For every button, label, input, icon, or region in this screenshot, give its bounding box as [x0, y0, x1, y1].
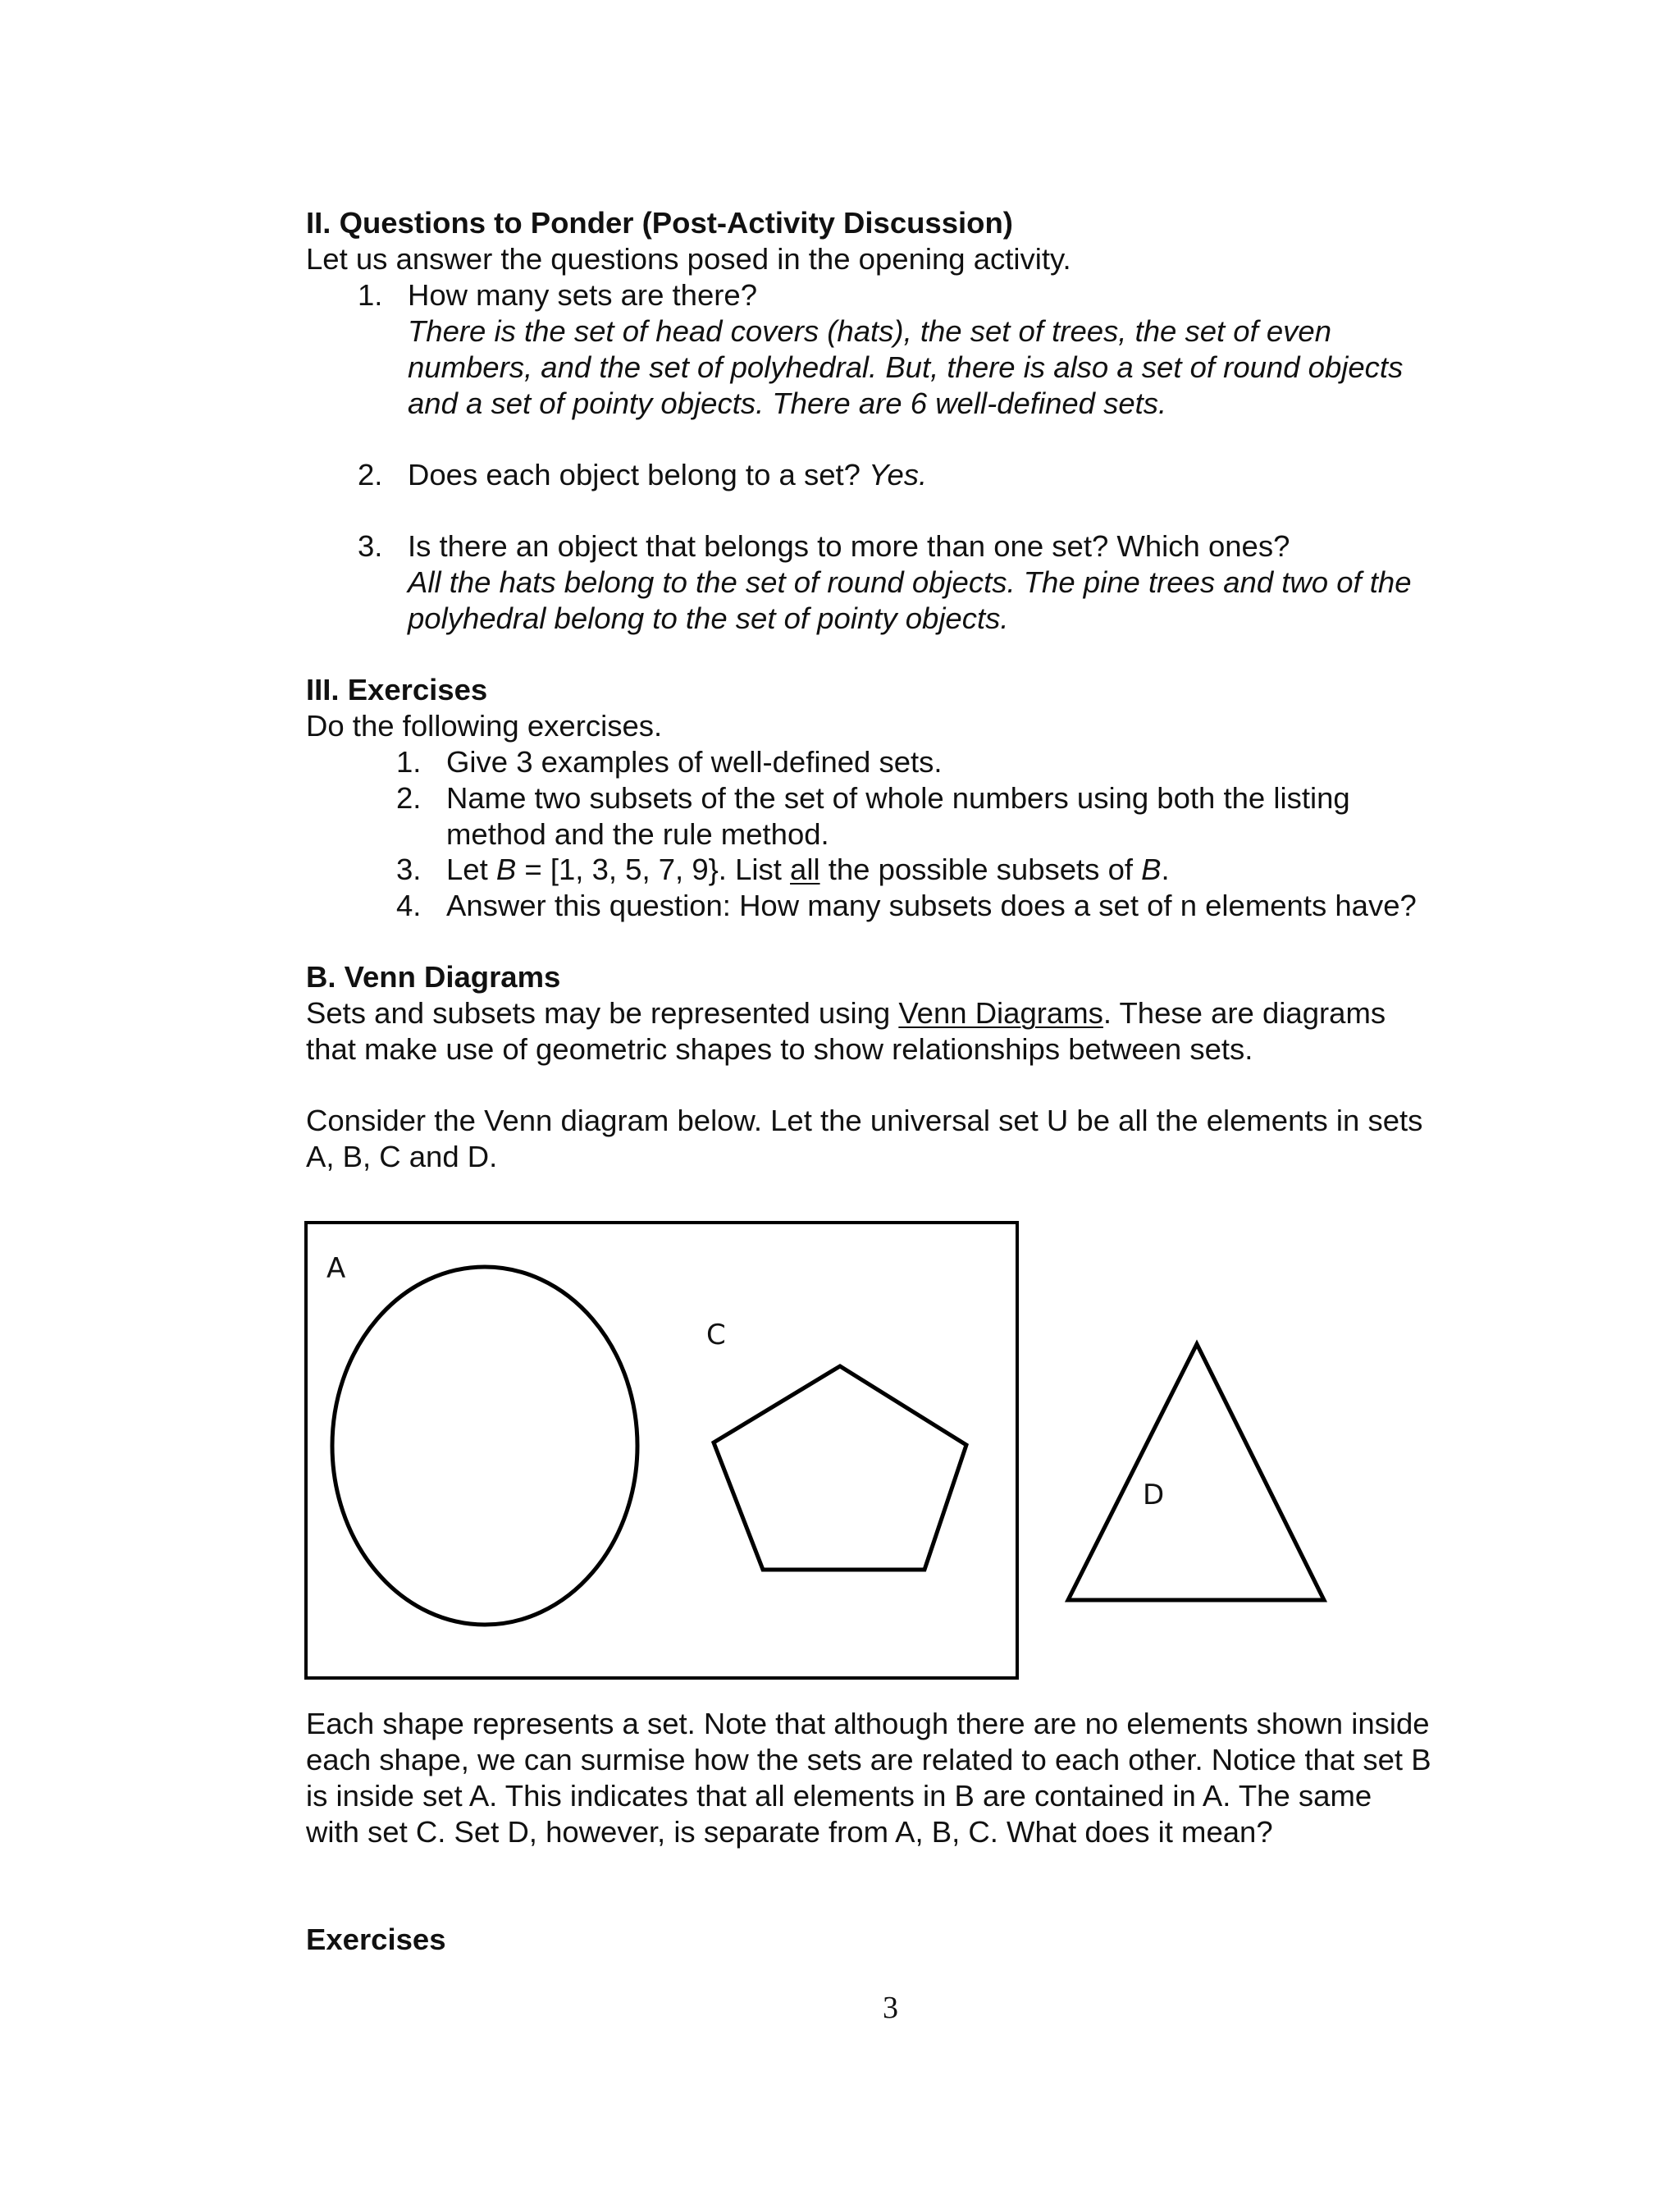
question-text: Is there an object that belongs to more than one set? Which ones? — [408, 529, 1290, 563]
exercises-heading: Exercises — [306, 1923, 446, 1956]
question-body: Does each object belong to a set? — [408, 458, 861, 491]
answer-inline: Yes. — [869, 458, 928, 491]
paragraph-text: Sets and subsets may be represented using — [306, 996, 899, 1030]
set-b-ellipse — [332, 1267, 637, 1625]
set-name: B — [1141, 853, 1162, 886]
exercise-number: 3. — [396, 853, 422, 886]
question-text: How many sets are there? — [408, 278, 758, 312]
answer-text: polyhedral belong to the set of pointy objects. — [408, 601, 1009, 635]
question-number: 1. — [358, 278, 383, 312]
label-a: A — [326, 1252, 346, 1285]
page-number: 3 — [883, 1991, 898, 2025]
exercise-number: 2. — [396, 781, 422, 815]
question-number: 3. — [358, 529, 383, 563]
paragraph-line: Each shape represents a set. Note that although there are no elements shown inside — [306, 1707, 1430, 1740]
paragraph-line: is inside set A. This indicates that all elements in B are contained in A. The same — [306, 1779, 1372, 1813]
paragraph-line: Consider the Venn diagram below. Let the universal set U be all the elements in sets — [306, 1104, 1423, 1137]
universal-set-rectangle — [306, 1223, 1017, 1678]
section-intro: Let us answer the questions posed in the opening activity. — [306, 242, 1071, 276]
set-c-pentagon — [714, 1366, 966, 1570]
exercise-text-part: Let — [446, 853, 496, 886]
label-d: D — [1143, 1479, 1165, 1511]
underlined-word: all — [790, 853, 820, 886]
paragraph-line: with set C. Set D, however, is separate from A, B, C. What does it mean? — [306, 1815, 1273, 1849]
question-number: 2. — [358, 458, 383, 491]
paragraph-line: each shape, we can surmise how the sets are related to each other. Notice that set B — [306, 1743, 1431, 1776]
label-c: C — [706, 1319, 726, 1351]
paragraph-line: that make use of geometric shapes to show relationships between sets. — [306, 1032, 1253, 1066]
paragraph-line: A, B, C and D. — [306, 1140, 498, 1173]
set-name: B — [495, 853, 517, 886]
exercise-text-part: the possible subsets of — [819, 853, 1142, 886]
answer-text: numbers, and the set of polyhedral. But, there is also a set of round objects — [408, 350, 1404, 384]
answer-text: There is the set of head covers (hats), the set of trees, the set of even — [408, 314, 1332, 348]
exercise-number: 4. — [396, 889, 422, 922]
section-heading-exercises: III. Exercises — [306, 673, 488, 706]
answer-text: and a set of pointy objects. There are 6 well-defined sets. — [408, 386, 1167, 420]
section-intro: Do the following exercises. — [306, 709, 663, 743]
exercise-text: Name two subsets of the set of whole numbers using both the listing — [446, 781, 1350, 815]
section-heading-venn: B. Venn Diagrams — [306, 960, 561, 994]
exercise-text: method and the rule method. — [446, 817, 829, 851]
answer-text: All the hats belong to the set of round objects. The pine trees and two of the — [408, 565, 1412, 599]
exercise-text: Answer this question: How many subsets does a set of n elements have? — [446, 889, 1417, 922]
set-d-triangle — [1068, 1344, 1324, 1600]
exercise-number: 1. — [396, 745, 422, 779]
underlined-term: Venn Diagrams — [898, 996, 1103, 1030]
exercise-text-part: = [1, 3, 5, 7, 9}. List — [516, 853, 791, 886]
exercise-text: Give 3 examples of well-defined sets. — [446, 745, 943, 779]
exercise-text-part: . — [1161, 853, 1170, 886]
section-heading-questions: II. Questions to Ponder (Post-Activity Discussion) — [306, 206, 1013, 240]
paragraph-text: . These are diagrams — [1102, 996, 1386, 1030]
